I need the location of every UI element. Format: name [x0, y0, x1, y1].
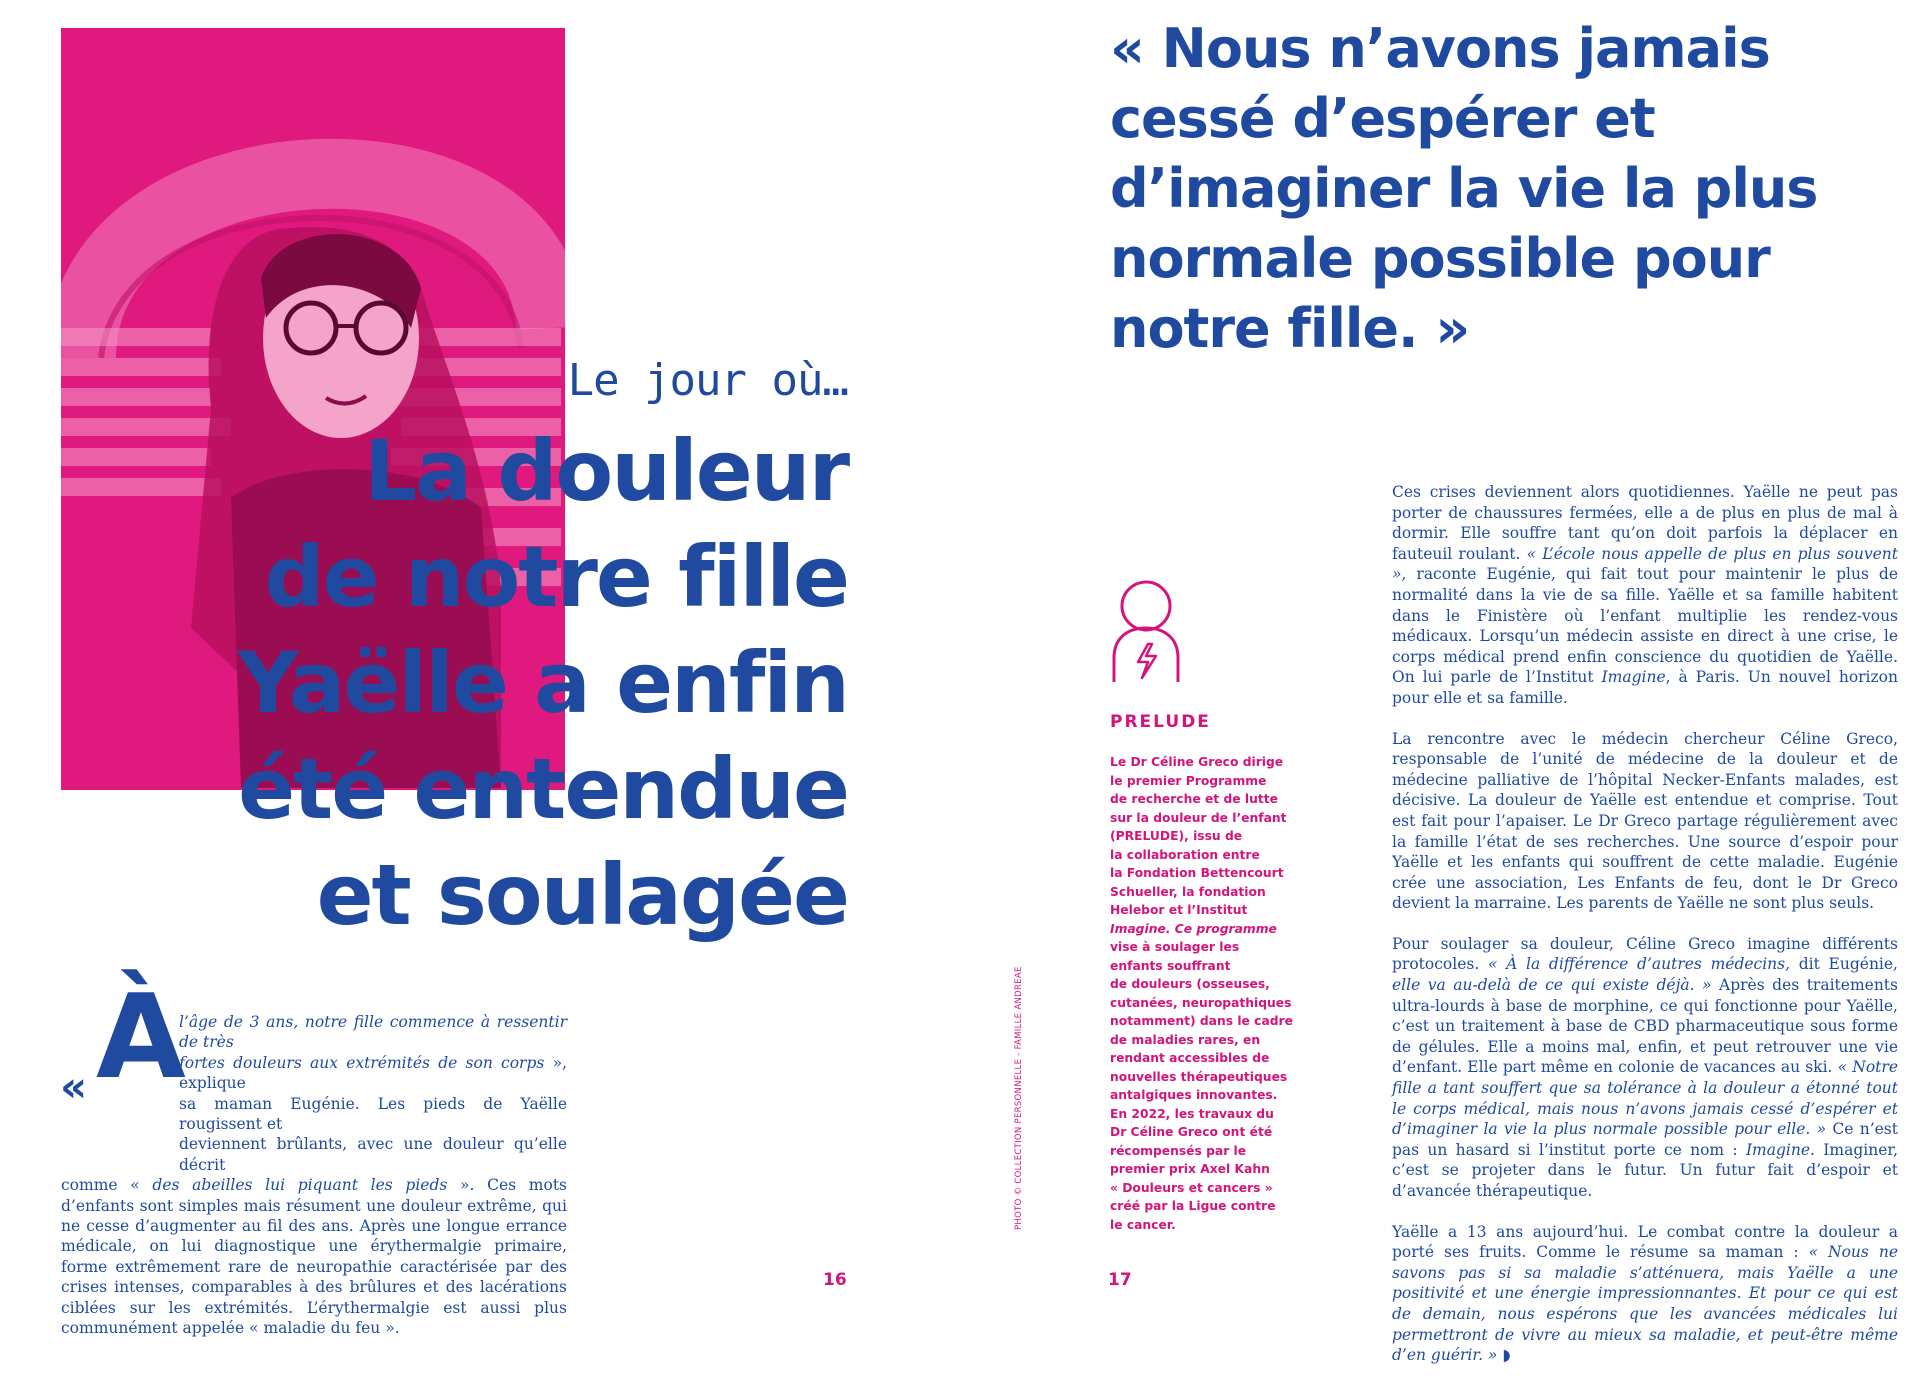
- dropcap-quote-mark: «: [60, 1062, 88, 1111]
- body-text: dit Eugénie,: [1790, 955, 1898, 974]
- headline-line: La douleur: [363, 422, 848, 520]
- body-text: Imagine: [1745, 1140, 1811, 1159]
- body-text: « Notre fille a tant souffert que sa tolérance à la douleur a étonné tout le corps médical, mais nous n’avons jamais cessé d’espérer et d’imaginer la vie la plus normale possible pour elle. »: [1392, 1058, 1898, 1139]
- body-text: « À la différence d’autres médecins,: [1487, 955, 1791, 974]
- person-lightning-icon: [1108, 578, 1184, 690]
- sidebar-line: récompensés par le: [1110, 1143, 1247, 1158]
- pull-quote-line: normale possible pour: [1110, 227, 1770, 290]
- body-paragraph: La rencontre avec le médecin chercheur Céline Greco, responsable de l’unité de médecine de la douleur et de médecine palliative de l’hôpital Necker-Enfants malades, est décisive. La douleur de Yaëlle est entendue et comprise. Tout est fait pour l’apaiser. Le Dr Greco partage régulièrement avec la famille l’état de ses recherches. Une source d’espoir pour Yaëlle et les enfants qui souffrent de cette maladie. Eugénie crée une association, Les Enfants de feu, dont le Dr Greco devient la marraine. Les parents de Yaëlle ne sont plus seuls.: [1392, 729, 1898, 913]
- sidebar-line: Helebor et l’Institut: [1110, 903, 1248, 917]
- intro-text: », explique: [179, 1053, 567, 1093]
- sidebar-line: créé par la Ligue contre: [1110, 1199, 1276, 1213]
- sidebar-line: Le Dr Céline Greco dirige: [1110, 755, 1284, 769]
- sidebar-line: Schueller, la fondation: [1110, 884, 1266, 899]
- sidebar-line: notamment) dans le cadre: [1110, 1014, 1293, 1028]
- photo-credit: PHOTO © COLLECTION PERSONNELLE - FAMILLE ANDREAE: [1014, 966, 1024, 1230]
- headline-line: et soulagée: [316, 846, 848, 944]
- sidebar-line: de recherche et de lutte: [1110, 792, 1278, 806]
- sidebar-line: vise à soulager les: [1110, 940, 1240, 954]
- body-text: Ces crises deviennent alors quotidiennes. Yaëlle ne peut pas porter de chaussures fermées, elle a de plus en plus de mal à dormir. Elle souffre tant qu’on doit parfois la déplacer en fauteuil roulant.: [1392, 483, 1898, 563]
- pull-quote: [1110, 14, 1830, 364]
- sidebar-line: sur la douleur de l’enfant: [1110, 810, 1287, 825]
- pull-quote-line: cessé d’espérer et: [1110, 87, 1655, 150]
- headline-line: été entendue: [238, 740, 848, 838]
- pull-quote-line: notre fille. »: [1110, 297, 1470, 360]
- kicker: Le jour où…: [567, 355, 848, 406]
- body-text: . Imaginer, c’est se projeter dans le futur. Un futur fait d’espoir et d’avancée thérapeutique.: [1392, 1140, 1898, 1200]
- sidebar-title: PRELUDE: [1110, 712, 1211, 732]
- intro-text: fortes douleurs aux extrémités de son corps: [179, 1053, 545, 1072]
- body-column: [1392, 482, 1898, 1386]
- body-text: « L’école nous appelle de plus en plus souvent »: [1392, 544, 1898, 584]
- sidebar-line: de douleurs (osseuses,: [1110, 977, 1270, 991]
- body-paragraph: [1392, 482, 1898, 709]
- sidebar-line: premier prix Axel Kahn: [1110, 1162, 1270, 1176]
- pull-quote-line: « Nous n’avons jamais: [1110, 17, 1770, 80]
- sidebar-line: le cancer.: [1110, 1217, 1176, 1232]
- sidebar-line: rendant accessibles de: [1110, 1051, 1270, 1065]
- headline-line: de notre fille: [264, 528, 848, 626]
- sidebar-line: En 2022, les travaux du: [1110, 1106, 1274, 1121]
- pull-quote-line: d’imaginer la vie la plus: [1110, 157, 1818, 220]
- body-text: elle va au-delà de ce qui existe déjà. »: [1392, 976, 1712, 995]
- end-mark-icon: ◗: [1497, 1346, 1511, 1365]
- intro-text: deviennent brûlants, avec une douleur qu’elle décrit: [179, 1135, 567, 1174]
- body-text: Pour soulager sa douleur, Céline Greco imagine différents protocoles.: [1392, 934, 1898, 974]
- sidebar-line: la Fondation Bettencourt: [1110, 866, 1284, 880]
- dropcap-letter: À: [96, 970, 186, 1105]
- headline: [148, 418, 848, 948]
- sidebar-line: « Douleurs et cancers »: [1110, 1180, 1273, 1195]
- intro-text: comme «: [61, 1176, 153, 1195]
- body-text: , à Paris. Un nouvel horizon pour elle et sa famille.: [1392, 668, 1898, 707]
- sidebar-line: de maladies rares, en: [1110, 1032, 1261, 1047]
- sidebar-line: enfants souffrant: [1110, 958, 1231, 973]
- body-paragraph: [1392, 934, 1898, 1202]
- page-number-left: 16: [823, 1270, 847, 1290]
- sidebar-line: la collaboration entre: [1110, 847, 1260, 862]
- intro-text: sa maman Eugénie. Les pieds de Yaëlle rougissent et: [179, 1094, 567, 1134]
- body-paragraph: [1392, 1222, 1898, 1366]
- page-number-right: 17: [1108, 1270, 1132, 1290]
- sidebar-line: le premier Programme: [1110, 773, 1267, 788]
- body-text: « Nous ne savons pas si sa maladie s’atténuera, mais Yaëlle a une positivité et une énergie impressionnantes. Et pour ce qui est de demain, nous espérons que les avancées médicales lui permettront de vivre au mieux sa maladie, et peut-être même d’en guérir. »: [1392, 1243, 1898, 1365]
- body-text: Ce n’est pas un hasard si l’institut porte ce nom :: [1392, 1120, 1898, 1159]
- sidebar-line: Imagine. Ce programme: [1110, 921, 1277, 936]
- sidebar-line: antalgiques innovantes.: [1110, 1088, 1278, 1102]
- intro-text: des abeilles lui piquant les pieds: [152, 1176, 448, 1195]
- sidebar-line: (PRELUDE), issu de: [1110, 829, 1243, 843]
- body-text: , raconte Eugénie, qui fait tout pour maintenir le plus de normalité dans la vie de sa fille. Yaëlle et sa famille habitent dans le Finistère où l’enfant multiplie les rendez-vous médicaux. Lorsqu’un médecin assiste en direct à une crise, le corps médical prend enfin conscience du quotidien de Yaëlle. On lui parle de l’Institut: [1392, 565, 1898, 687]
- body-text: Imagine: [1601, 668, 1666, 687]
- sidebar-line: nouvelles thérapeutiques: [1110, 1069, 1288, 1084]
- headline-line: Yaëlle a enfin: [237, 634, 848, 732]
- sidebar-line: Dr Céline Greco ont été: [1110, 1125, 1273, 1139]
- sidebar-text: [1110, 753, 1306, 1234]
- sidebar-line: cutanées, neuropathiques: [1110, 995, 1292, 1010]
- body-text: Après des traitements ultra-lourds à base de morphine, ce qui fonctionne pour Yaëlle, c’est un traitement à base de CBD pharmaceutique sous forme de gélules. Elle a moins mal, enfin, et peut retrouver une vie d’enfant. Elle part même en colonie de vacances au ski.: [1392, 976, 1898, 1077]
- intro-text: l’âge de 3 ans, notre fille commence à ressentir de très: [179, 1013, 567, 1052]
- intro-text: ». Ces mots d’enfants sont simples mais résument une douleur extrême, qui ne cesse d’augmenter au fil des ans. Après une longue errance médicale, on lui diagnostique une érythermalgie primaire, forme extrêmement rare de neuropathie caractérisée par des crises intenses, comparables à des brûlures et des lacérations ciblées sur les extrémités. L’érythermalgie est aussi plus communément appelée « maladie du feu ».: [61, 1176, 568, 1338]
- body-text: Yaëlle a 13 ans aujourd’hui. Le combat contre la douleur a porté ses fruits. Comme le résume sa maman :: [1392, 1222, 1898, 1262]
